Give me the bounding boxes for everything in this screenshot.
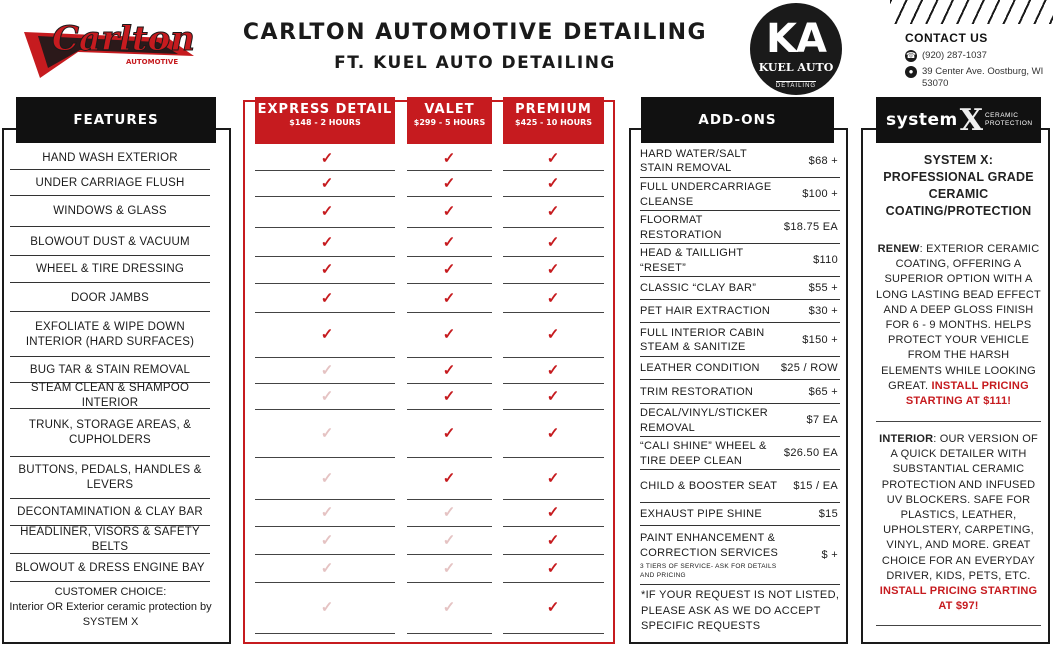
addon-name: FLOORMAT RESTORATION — [640, 214, 722, 241]
contact-phone-row[interactable] — [905, 50, 1053, 62]
check-icon: ✓ — [546, 531, 560, 549]
grid-line — [255, 312, 395, 313]
addon-price: $7 EA — [806, 414, 838, 427]
grid-line — [255, 227, 395, 228]
grid-line — [503, 256, 604, 257]
ka-logo-big: KA — [766, 16, 826, 62]
customer-choice — [8, 585, 213, 630]
check-icon: ✓ — [320, 174, 334, 192]
grid-line — [407, 256, 492, 257]
check-disabled-icon: ✓ — [320, 361, 334, 379]
check-icon: ✓ — [546, 504, 560, 521]
addon-price: $68 + — [808, 154, 838, 167]
kuel-auto-logo — [750, 3, 842, 95]
contact-address: 39 Center Ave. Oostburg, WI 53070 — [922, 66, 1044, 89]
decor-stripes — [890, 0, 1053, 24]
addon-item — [640, 301, 840, 323]
check-icon: ✓ — [320, 149, 334, 167]
addon-name: LEATHER CONDITION — [640, 362, 760, 375]
grid-line — [255, 499, 395, 500]
grid-line — [255, 170, 395, 171]
addon-price: $25 / ROW — [780, 362, 838, 375]
addon-name: PAINT ENHANCEMENT & CORRECTION SERVICES — [640, 532, 779, 559]
grid-line — [503, 283, 604, 284]
grid-line — [407, 196, 492, 197]
systemx-logo-sub: CERAMIC PROTECTION — [984, 112, 1033, 127]
addon-item — [640, 245, 840, 277]
grid-line — [407, 383, 492, 384]
addon-item — [640, 278, 840, 300]
grid-line — [255, 357, 395, 358]
title-line2: FT. KUEL AUTO DETAILING — [334, 53, 616, 73]
grid-line — [407, 499, 492, 500]
check-disabled-icon: ✓ — [442, 599, 456, 616]
addon-name: CHILD & BOOSTER SEAT — [640, 480, 778, 493]
title-line1: CARLTON AUTOMOTIVE DETAILING — [242, 20, 708, 45]
grid-line — [503, 457, 604, 458]
page-title — [230, 20, 720, 73]
addons-footer: *IF YOUR REQUEST IS NOT LISTED, PLEASE ASK AS WE DO ACCEPT SPECIFIC REQUESTS — [641, 589, 840, 632]
addon-name: “CALI SHINE” WHEEL & TIRE DEEP CLEAN — [640, 440, 767, 467]
grid-line — [503, 582, 604, 583]
check-disabled-icon: ✓ — [442, 531, 456, 549]
addon-price: $15 / EA — [793, 480, 838, 493]
systemx-divider — [876, 625, 1041, 626]
addon-price: $100 + — [802, 188, 838, 201]
package-price: $148 - 2 HOURS — [289, 118, 361, 127]
check-disabled-icon: ✓ — [320, 469, 334, 487]
systemx-renew — [876, 242, 1041, 409]
contact-heading: CONTACT US — [905, 31, 988, 45]
addon-item — [640, 381, 840, 404]
addon-price: $55 + — [808, 282, 838, 295]
check-icon: ✓ — [442, 261, 456, 278]
renew-text: : EXTERIOR CERAMIC COATING, OFFERING A SUPERIOR OPTION WITH A LONG LASTING BEAD EFFECT AND A DEEP GLOSS FINISH FOR 6 - 9 MONTHS. HELPS PROTECT YOUR VEHICLE FROM THE HARSH ELEMENTS WHILE LOOKING GREAT. — [876, 243, 1041, 392]
systemx-logo — [876, 97, 1041, 143]
check-icon: ✓ — [320, 233, 334, 251]
feature-item: STEAM CLEAN & SHAMPOO INTERIOR — [10, 384, 210, 409]
systemx-title: SYSTEM X: PROFESSIONAL GRADE CERAMIC COATING/PROTECTION — [883, 153, 1034, 218]
feature-item: BUTTONS, PEDALS, HANDLES & LEVERS — [10, 458, 210, 499]
grid-line — [503, 383, 604, 384]
check-disabled-icon: ✓ — [320, 531, 334, 549]
package-name: EXPRESS DETAIL — [257, 102, 393, 117]
check-icon: ✓ — [320, 289, 334, 307]
check-icon: ✓ — [546, 203, 560, 220]
check-icon: ✓ — [442, 203, 456, 220]
check-icon: ✓ — [442, 174, 456, 192]
check-icon: ✓ — [442, 326, 456, 343]
interior-text: : OUR VERSION OF A QUICK DETAILER WITH SUBSTANTIAL CERAMIC PROTECTION AND INFUSED UV BLOCKERS. SAFE FOR PLASTICS, LEATHER, UPHOLSTERY, CARPETING, VINYL, AND MORE. GREAT CHOICE FOR AN EVERYDAY DRIVER, KIDS, PETS, ETC. — [881, 433, 1038, 582]
package-price: $425 - 10 HOURS — [515, 118, 592, 127]
package-name: VALET — [424, 102, 475, 117]
check-icon: ✓ — [546, 289, 560, 307]
check-icon: ✓ — [320, 261, 334, 278]
interior-price: INSTALL PRICING STARTING AT $97! — [879, 585, 1038, 613]
addon-name: PET HAIR EXTRACTION — [640, 305, 771, 318]
check-icon: ✓ — [442, 289, 456, 307]
check-icon: ✓ — [546, 469, 560, 487]
check-icon: ✓ — [546, 233, 560, 251]
grid-line — [503, 554, 604, 555]
addon-item — [640, 358, 840, 380]
check-disabled-icon: ✓ — [320, 424, 334, 442]
addon-name: FULL UNDERCARRIAGE CLEANSE — [640, 181, 772, 208]
check-icon: ✓ — [320, 326, 334, 343]
customer-choice-title: CUSTOMER CHOICE: — [54, 586, 167, 598]
addon-item — [640, 527, 840, 585]
grid-line — [255, 283, 395, 284]
check-icon: ✓ — [442, 387, 456, 405]
check-disabled-icon: ✓ — [442, 559, 456, 577]
addon-name: FULL INTERIOR CABIN STEAM & SANITIZE — [640, 326, 765, 353]
grid-line — [503, 227, 604, 228]
check-icon: ✓ — [442, 469, 456, 487]
check-icon: ✓ — [546, 326, 560, 343]
grid-line — [503, 312, 604, 313]
addon-name: TRIM RESTORATION — [640, 385, 754, 398]
contact-address-row — [905, 66, 1053, 90]
package-name: PREMIUM — [515, 102, 592, 117]
addon-name: DECAL/VINYL/STICKER REMOVAL — [640, 407, 768, 434]
check-icon: ✓ — [546, 559, 560, 577]
interior-label: INTERIOR — [879, 433, 934, 445]
feature-item: DOOR JAMBS — [10, 285, 210, 312]
feature-item: BLOWOUT & DRESS ENGINE BAY — [10, 555, 210, 582]
grid-line — [255, 526, 395, 527]
feature-item: WINDOWS & GLASS — [10, 197, 210, 227]
addon-item — [640, 212, 840, 244]
addon-price: $65 + — [808, 385, 838, 398]
addon-price: $150 + — [802, 333, 838, 346]
location-pin-icon: ● — [905, 66, 917, 78]
grid-line — [255, 633, 395, 634]
check-icon: ✓ — [546, 361, 560, 379]
addon-item — [640, 324, 840, 357]
check-disabled-icon: ✓ — [320, 599, 334, 616]
grid-line — [407, 312, 492, 313]
addon-price: $15 — [818, 508, 838, 521]
grid-line — [503, 196, 604, 197]
check-disabled-icon: ✓ — [320, 504, 334, 521]
renew-price: INSTALL PRICING STARTING AT $111! — [905, 379, 1029, 408]
feature-item: EXFOLIATE & WIPE DOWN INTERIOR (HARD SURFACES) — [10, 313, 210, 357]
logo-subtext: AUTOMOTIVE — [126, 58, 179, 66]
grid-line — [503, 409, 604, 410]
feature-item: HAND WASH EXTERIOR — [10, 147, 210, 170]
addons-header: ADD-ONS — [641, 97, 834, 143]
check-icon: ✓ — [442, 424, 456, 442]
check-icon: ✓ — [546, 174, 560, 192]
grid-line — [407, 283, 492, 284]
features-header: FEATURES — [16, 97, 216, 143]
systemx-interior — [876, 432, 1041, 614]
addon-item — [640, 145, 840, 178]
renew-label: RENEW — [877, 243, 920, 255]
grid-line — [407, 170, 492, 171]
check-icon: ✓ — [546, 261, 560, 278]
contact-block — [905, 31, 1053, 94]
feature-item: WHEEL & TIRE DRESSING — [10, 257, 210, 283]
contact-phone[interactable]: (920) 287-1037 — [922, 50, 987, 61]
grid-line — [407, 457, 492, 458]
check-disabled-icon: ✓ — [320, 387, 334, 405]
check-icon: ✓ — [546, 424, 560, 442]
grid-line — [255, 582, 395, 583]
feature-item: DECONTAMINATION & CLAY BAR — [10, 500, 210, 526]
ka-logo-sub: DETAILING — [775, 83, 817, 89]
carlton-logo — [18, 8, 208, 90]
feature-item: BLOWOUT DUST & VACUUM — [10, 229, 210, 256]
grid-line — [503, 170, 604, 171]
package-price: $299 - 5 HOURS — [413, 118, 486, 127]
grid-line — [255, 409, 395, 410]
grid-line — [407, 227, 492, 228]
check-disabled-icon: ✓ — [320, 559, 334, 577]
package-header-premium — [503, 97, 604, 144]
check-icon: ✓ — [546, 387, 560, 405]
addon-name: CLASSIC “CLAY BAR” — [640, 282, 757, 295]
grid-line — [503, 499, 604, 500]
addon-price: $110 — [813, 254, 838, 267]
grid-line — [407, 582, 492, 583]
grid-line — [503, 357, 604, 358]
grid-line — [503, 526, 604, 527]
check-icon: ✓ — [442, 233, 456, 251]
check-icon: ✓ — [546, 599, 560, 616]
addon-item — [640, 471, 840, 503]
grid-line — [407, 409, 492, 410]
addon-name: HEAD & TAILLIGHT “RESET” — [640, 247, 744, 274]
check-icon: ✓ — [320, 203, 334, 220]
addon-price: $26.50 EA — [783, 447, 838, 460]
phone-icon: ☎ — [906, 51, 916, 60]
feature-item: TRUNK, STORAGE AREAS, & CUPHOLDERS — [10, 410, 210, 457]
feature-item: HEADLINER, VISORS & SAFETY BELTS — [10, 527, 210, 554]
customer-choice-desc: Interior OR Exterior ceramic protection by SYSTEM X — [9, 601, 212, 628]
grid-line — [255, 383, 395, 384]
logo-text: Carlton — [52, 19, 196, 59]
grid-line — [255, 196, 395, 197]
addon-price: $ + — [821, 549, 838, 562]
package-header-valet — [407, 97, 492, 144]
addon-item — [640, 179, 840, 211]
grid-line — [407, 357, 492, 358]
systemx-logo-x: X — [959, 102, 983, 138]
check-disabled-icon: ✓ — [442, 504, 456, 521]
check-icon: ✓ — [546, 149, 560, 167]
check-icon: ✓ — [442, 149, 456, 167]
systemx-divider — [876, 421, 1041, 422]
grid-line — [255, 457, 395, 458]
grid-line — [407, 526, 492, 527]
grid-line — [503, 633, 604, 634]
check-icon: ✓ — [442, 361, 456, 379]
addon-note: 3 TIERS OF SERVICE- ASK FOR DETAILS AND PRICING — [640, 563, 777, 579]
grid-line — [255, 256, 395, 257]
systemx-logo-text: system — [886, 110, 958, 130]
grid-line — [407, 633, 492, 634]
grid-line — [407, 554, 492, 555]
addon-item — [640, 504, 840, 526]
addon-price: $18.75 EA — [783, 221, 838, 234]
ka-logo-name: KUEL AUTO — [758, 61, 834, 74]
addon-item — [640, 438, 840, 470]
feature-item: UNDER CARRIAGE FLUSH — [10, 171, 210, 196]
feature-item: BUG TAR & STAIN REMOVAL — [10, 358, 210, 383]
addon-name: EXHAUST PIPE SHINE — [640, 508, 762, 521]
grid-line — [255, 554, 395, 555]
addon-item — [640, 405, 840, 437]
addon-price: $30 + — [808, 305, 838, 318]
addon-name: HARD WATER/SALT STAIN REMOVAL — [640, 147, 747, 174]
package-header-express — [255, 97, 395, 144]
